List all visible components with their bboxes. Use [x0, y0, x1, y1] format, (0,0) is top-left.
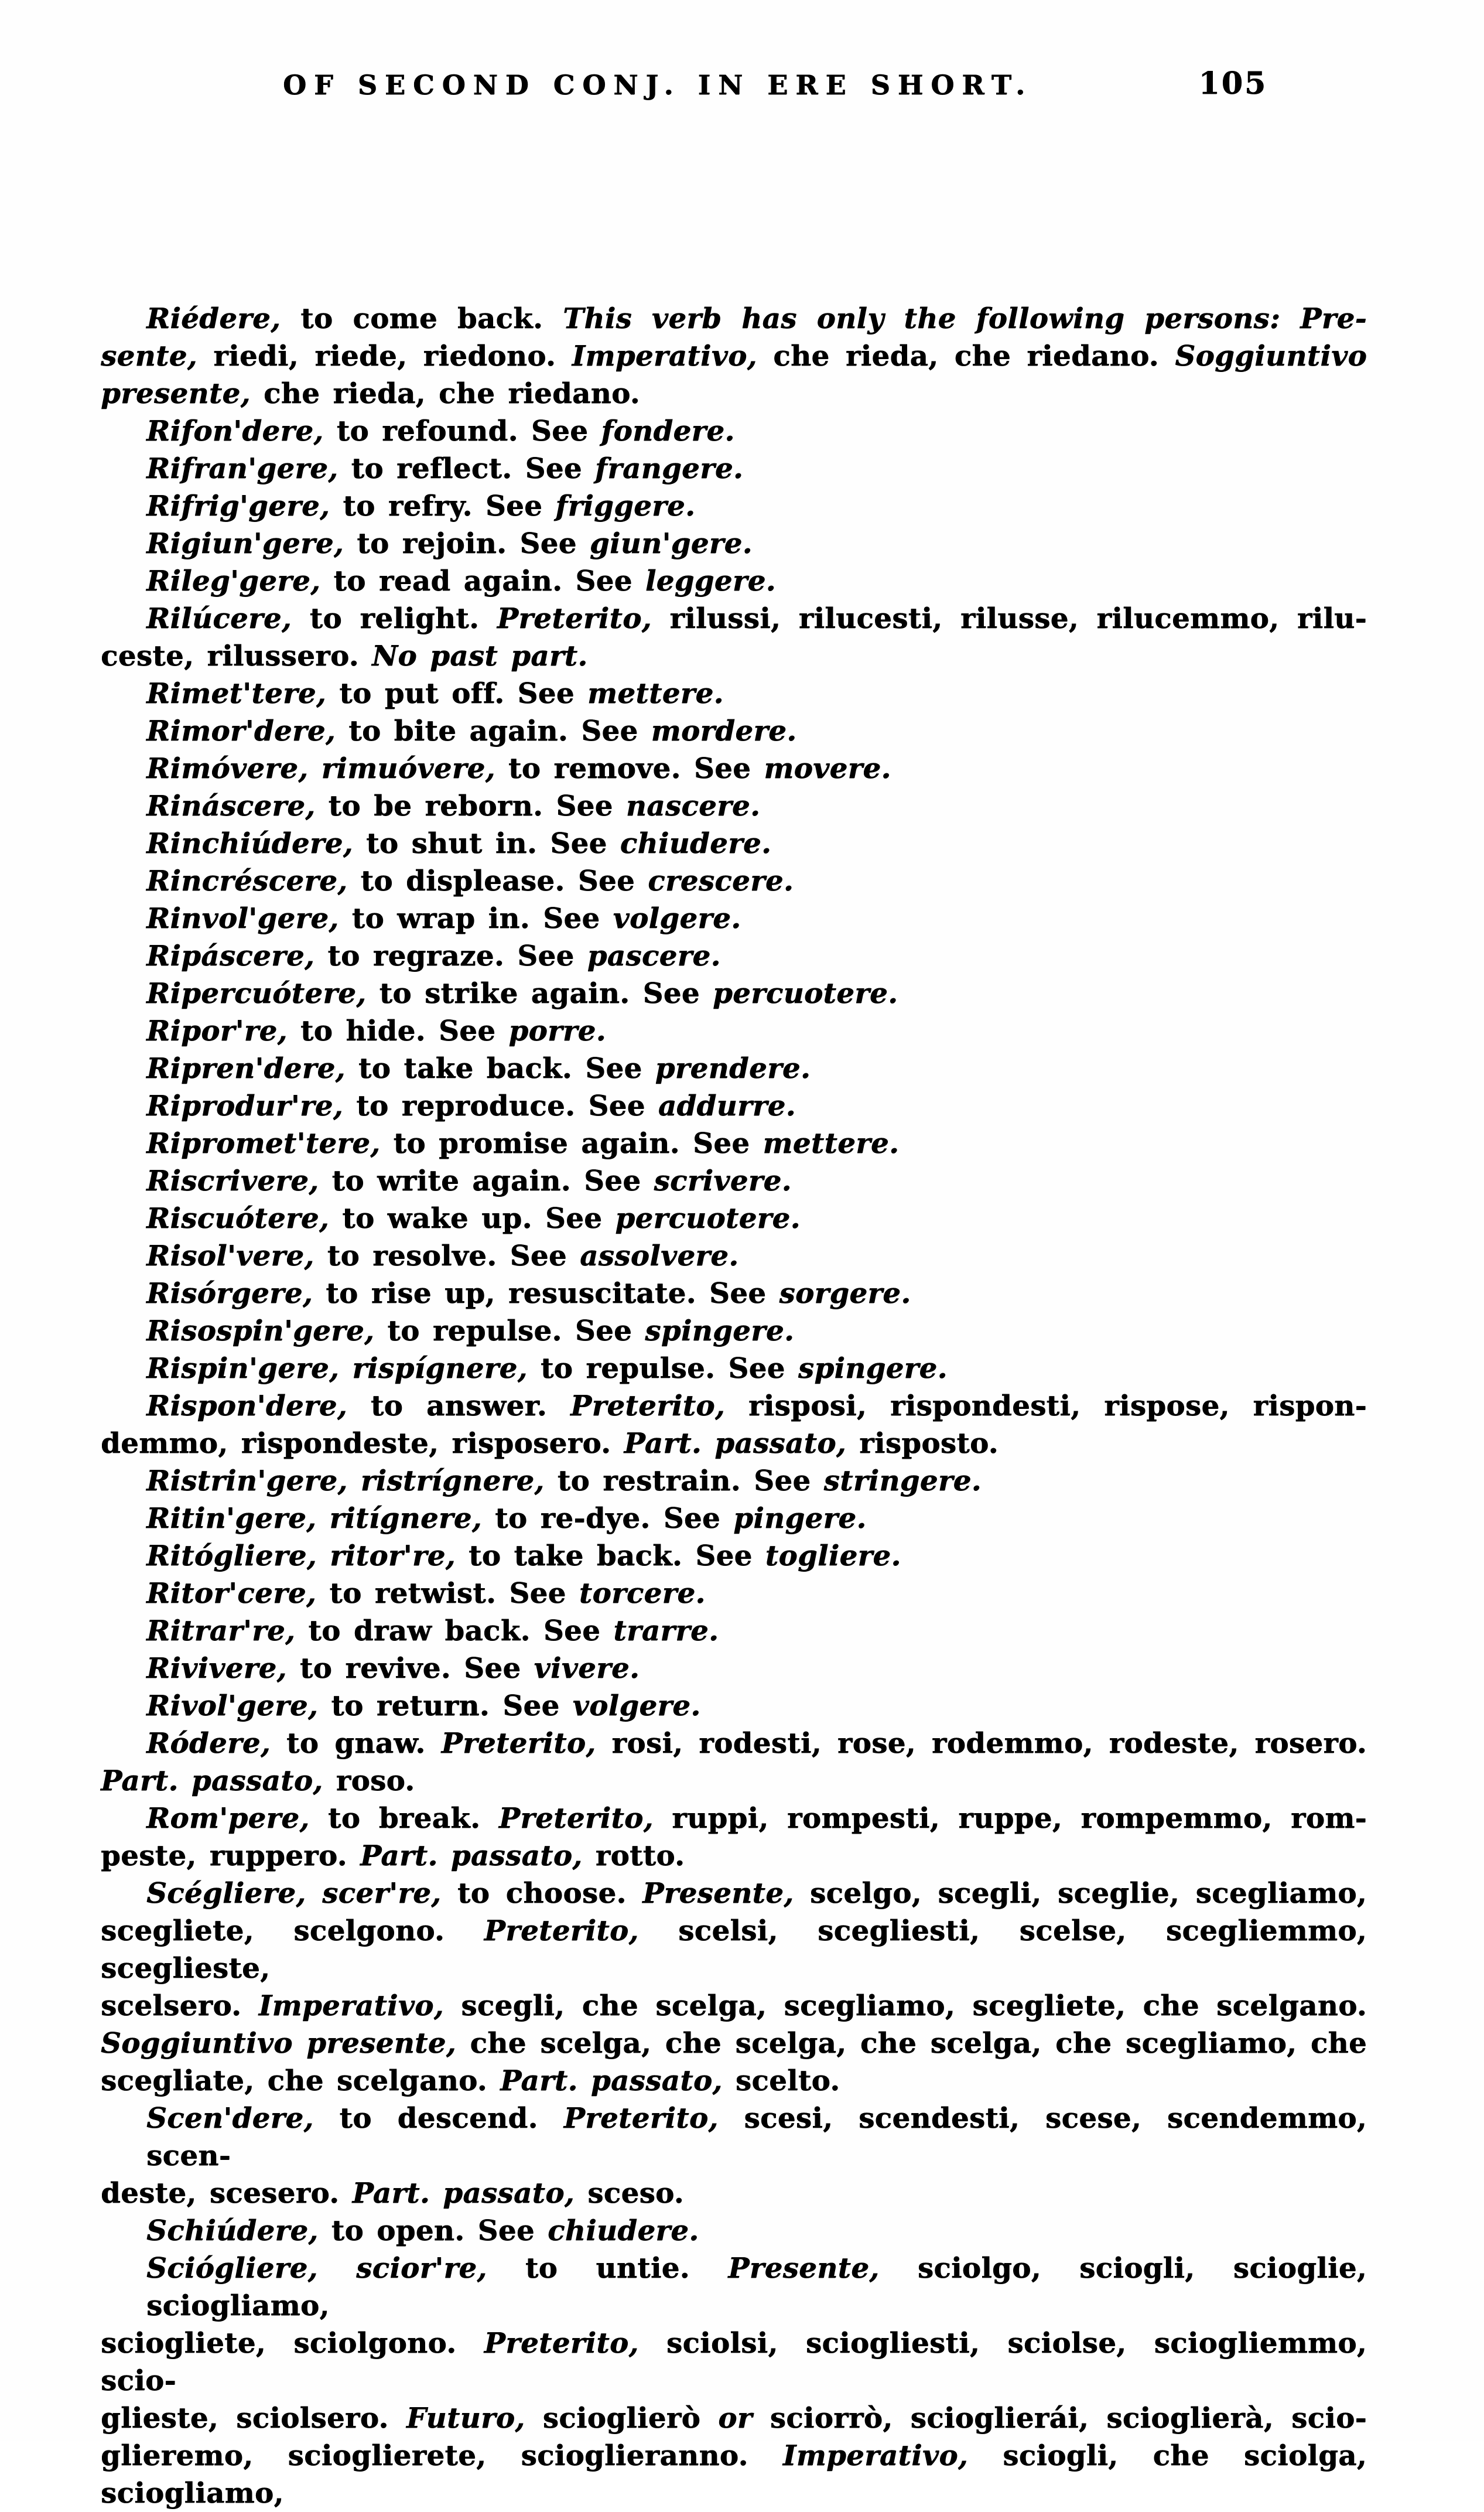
- italic-text-run: stringere.: [823, 1465, 982, 1497]
- text-line: [101, 1987, 1367, 2025]
- italic-text-run: Rom'pere,: [146, 1802, 310, 1835]
- text-run: sciorrò, scioglierái, scioglierà, scio-: [752, 2402, 1367, 2435]
- text-run: to re-dye. See: [481, 1502, 734, 1535]
- italic-text-run: Rinvol'gere,: [146, 902, 339, 935]
- text-run: sciogliete, sciolgono.: [101, 2327, 484, 2360]
- text-run: to wake up. See: [329, 1202, 616, 1235]
- text-run: ceste, rilussero.: [101, 640, 372, 673]
- italic-text-run: volgere.: [613, 902, 741, 935]
- text-run: to take back. See: [455, 1540, 765, 1572]
- italic-text-run: sente,: [101, 340, 197, 373]
- italic-text-run: Scégliere, scer're,: [146, 1877, 442, 1910]
- italic-text-run: Riscrivere,: [146, 1165, 319, 1197]
- italic-text-run: assolvere.: [580, 1240, 739, 1272]
- page-header: [101, 69, 1367, 101]
- italic-text-run: percuotere.: [615, 1202, 801, 1235]
- text-run: peste, ruppero.: [101, 1839, 360, 1872]
- text-run: scegliate, che scelgano.: [101, 2064, 501, 2097]
- text-run: scegliete, scelgono.: [101, 1914, 484, 1947]
- italic-text-run: leggere.: [645, 565, 776, 598]
- italic-text-run: fondere.: [601, 415, 735, 448]
- text-line: [101, 1537, 1367, 1575]
- italic-text-run: or: [718, 2402, 753, 2435]
- italic-text-run: torcere.: [579, 1577, 706, 1610]
- italic-text-run: Preterito,: [497, 602, 652, 635]
- italic-text-run: volgere.: [572, 1690, 701, 1722]
- text-run: to reproduce. See: [343, 1090, 658, 1122]
- text-run: to promise again. See: [380, 1127, 763, 1160]
- text-line: [101, 1050, 1367, 1087]
- text-run: to choose.: [441, 1877, 643, 1910]
- text-run: to bite again. See: [336, 715, 651, 748]
- italic-text-run: Riprodur're,: [146, 1090, 343, 1122]
- text-run: to relight.: [292, 602, 497, 635]
- italic-text-run: Part. passato,: [360, 1839, 583, 1872]
- italic-text-run: Ripercuótere,: [146, 977, 367, 1010]
- italic-text-run: spingere.: [798, 1352, 948, 1385]
- text-line: [101, 2250, 1367, 2325]
- text-run: to come back.: [281, 302, 563, 335]
- text-line: [101, 862, 1367, 900]
- text-line: [101, 2062, 1367, 2100]
- italic-text-run: Imperativo,: [572, 340, 757, 373]
- italic-text-run: Preterito,: [484, 2327, 639, 2360]
- text-run: sceso.: [575, 2177, 684, 2210]
- text-run: to displease. See: [347, 865, 648, 897]
- text-run: to repulse. See: [374, 1315, 645, 1347]
- text-run: risposi, rispondesti, rispose, rispon-: [725, 1390, 1367, 1422]
- text-run: to descend.: [313, 2102, 564, 2135]
- italic-text-run: Ripor're,: [146, 1015, 288, 1047]
- text-line: [101, 1087, 1367, 1125]
- text-run: to retwist. See: [316, 1577, 579, 1610]
- text-run: sciolsi, sciogliesti, sciolse, sciogliemmo, scio-: [101, 2327, 1367, 2397]
- italic-text-run: porre.: [508, 1015, 606, 1047]
- italic-text-run: togliere.: [765, 1540, 901, 1572]
- italic-text-run: Riédere,: [146, 302, 281, 335]
- text-run: scelsi, scegliesti, scelse, scegliemmo, sceglieste,: [101, 1914, 1367, 1985]
- text-run: glieremo, scioglierete, scioglieranno.: [101, 2439, 783, 2472]
- italic-text-run: Rifon'dere,: [146, 415, 324, 448]
- italic-text-run: Rispon'dere,: [146, 1390, 347, 1422]
- running-title: OF SECOND CONJ. IN ERE SHORT.: [282, 69, 1033, 101]
- text-run: scelgo, scegli, sceglie, scegliamo,: [794, 1877, 1367, 1910]
- page-number: 105: [1198, 66, 1267, 101]
- text-run: to repulse. See: [527, 1352, 798, 1385]
- text-run: to untie.: [487, 2252, 729, 2285]
- italic-text-run: presente,: [101, 377, 251, 410]
- text-run: deste, scesero.: [101, 2177, 353, 2210]
- italic-text-run: pingere.: [733, 1502, 867, 1535]
- text-run: to refry. See: [330, 490, 556, 523]
- text-line: [101, 1800, 1367, 1837]
- italic-text-run: Ritrar're,: [146, 1615, 296, 1647]
- text-line: [101, 1237, 1367, 1275]
- italic-text-run: Rivol'gere,: [146, 1690, 319, 1722]
- italic-text-run: Rispin'gere, rispígnere,: [146, 1352, 528, 1385]
- text-line: [101, 1687, 1367, 1725]
- text-line: [101, 750, 1367, 787]
- text-line: [101, 825, 1367, 862]
- italic-text-run: trarre.: [613, 1615, 719, 1647]
- text-line: [101, 1912, 1367, 1987]
- italic-text-run: Ripáscere,: [146, 940, 315, 972]
- text-line: [101, 1162, 1367, 1200]
- italic-text-run: chiudere.: [548, 2214, 699, 2247]
- text-run: che scelga, che scelga, che scelga, che scegliamo, che: [456, 2027, 1367, 2060]
- text-run: to wrap in. See: [338, 902, 613, 935]
- italic-text-run: Rimor'dere,: [146, 715, 336, 748]
- text-run: riedi, riede, riedono.: [197, 340, 572, 373]
- italic-text-run: Ritin'gere, ritígnere,: [146, 1502, 482, 1535]
- text-run: to reflect. See: [338, 452, 596, 485]
- italic-text-run: Preterito,: [563, 2102, 719, 2135]
- text-run: to rise up, resuscitate. See: [313, 1277, 779, 1310]
- italic-text-run: Part. passato,: [352, 2177, 575, 2210]
- text-line: [101, 450, 1367, 487]
- italic-text-run: Ritógliere, ritor're,: [146, 1540, 456, 1572]
- italic-text-run: Soggiuntivo presente,: [101, 2027, 456, 2060]
- italic-text-run: addurre.: [658, 1090, 796, 1122]
- text-run: to put off. See: [326, 677, 588, 710]
- italic-text-run: Preterito,: [484, 1914, 639, 1947]
- text-line: [101, 712, 1367, 750]
- italic-text-run: Futuro,: [406, 2402, 525, 2435]
- text-run: glieste, sciolsero.: [101, 2402, 406, 2435]
- italic-text-run: Rimóvere, rimuóvere,: [146, 752, 495, 785]
- text-run: to take back. See: [345, 1052, 655, 1085]
- italic-text-run: Risospin'gere,: [146, 1315, 375, 1347]
- italic-text-run: nascere.: [625, 790, 761, 822]
- text-run: roso.: [323, 1764, 415, 1797]
- text-line: [101, 412, 1367, 450]
- italic-text-run: Preterito,: [441, 1727, 596, 1760]
- text-run: scelto.: [722, 2064, 840, 2097]
- text-run: to revive. See: [286, 1652, 534, 1685]
- italic-text-run: sorgere.: [779, 1277, 911, 1310]
- text-run: sciogli, che sciolga, sciogliamo,: [101, 2439, 1367, 2510]
- text-run: che rieda, che riedano.: [250, 377, 640, 410]
- italic-text-run: Part. passato,: [624, 1427, 846, 1460]
- text-line: [101, 2212, 1367, 2250]
- text-line: [101, 1425, 1367, 1462]
- italic-text-run: Riscuótere,: [146, 1202, 330, 1235]
- text-line: [101, 1762, 1367, 1800]
- italic-text-run: mettere.: [587, 677, 724, 710]
- italic-text-run: Rileg'gere,: [146, 565, 321, 598]
- text-run: rilussi, rilucesti, rilusse, rilucemmo, rilu-: [651, 602, 1367, 635]
- text-run: to strike again. See: [366, 977, 713, 1010]
- text-run: to gnaw.: [271, 1727, 442, 1760]
- text-run: rotto.: [582, 1839, 685, 1872]
- italic-text-run: frangere.: [595, 452, 744, 485]
- text-line: [101, 975, 1367, 1012]
- italic-text-run: This verb has only the following persons: Pre-: [563, 302, 1367, 335]
- italic-text-run: vivere.: [534, 1652, 640, 1685]
- text-line: [101, 1612, 1367, 1650]
- text-line: [101, 375, 1367, 412]
- text-run: scesi, scendesti, scese, scendemmo, scen-: [146, 2102, 1367, 2172]
- text-line: [101, 1312, 1367, 1350]
- italic-text-run: Ristrin'gere, ristrígnere,: [146, 1465, 545, 1497]
- italic-text-run: Rilúcere,: [146, 602, 292, 635]
- italic-text-run: Rincréscere,: [146, 865, 348, 897]
- text-line: [101, 1837, 1367, 1875]
- italic-text-run: chiudere.: [620, 827, 772, 860]
- text-run: to be reborn. See: [315, 790, 626, 822]
- text-line: [101, 562, 1367, 600]
- text-run: to resolve. See: [314, 1240, 580, 1272]
- italic-text-run: Imperativo,: [258, 1989, 444, 2022]
- text-run: ruppi, rompesti, ruppe, rompemmo, rom-: [653, 1802, 1367, 1835]
- italic-text-run: percuotere.: [713, 977, 898, 1010]
- text-run: scioglierò: [525, 2402, 719, 2435]
- italic-text-run: Risórgere,: [146, 1277, 313, 1310]
- text-run: rosi, rodesti, rose, rodemmo, rodeste, rosero.: [596, 1727, 1367, 1760]
- text-line: [101, 2100, 1367, 2175]
- text-line: [101, 1387, 1367, 1425]
- text-line: [101, 487, 1367, 525]
- italic-text-run: Soggiuntivo: [1175, 340, 1367, 373]
- italic-text-run: movere.: [764, 752, 891, 785]
- text-run: to break.: [309, 1802, 499, 1835]
- italic-text-run: Scen'dere,: [146, 2102, 314, 2135]
- italic-text-run: Rivivere,: [146, 1652, 287, 1685]
- text-run: sciolgo, sciogli, scioglie, sciogliamo,: [146, 2252, 1367, 2322]
- text-run: demmo, rispondeste, risposero.: [101, 1427, 624, 1460]
- text-run: che rieda, che riedano.: [757, 340, 1175, 373]
- italic-text-run: Rimet'tere,: [146, 677, 327, 710]
- text-line: [101, 2175, 1367, 2212]
- italic-text-run: Rináscere,: [146, 790, 316, 822]
- text-run: to refound. See: [323, 415, 601, 448]
- italic-text-run: Rigiun'gere,: [146, 527, 344, 560]
- italic-text-run: prendere.: [655, 1052, 811, 1085]
- italic-text-run: spingere.: [645, 1315, 795, 1347]
- italic-text-run: Rifrig'gere,: [146, 490, 330, 523]
- text-run: to remove. See: [495, 752, 764, 785]
- text-line: [101, 900, 1367, 937]
- text-run: scelsero.: [101, 1989, 259, 2022]
- italic-text-run: Sciógliere, scior're,: [146, 2252, 487, 2285]
- text-run: to regraze. See: [314, 940, 587, 972]
- italic-text-run: No past part.: [372, 640, 588, 673]
- text-line: [101, 525, 1367, 562]
- italic-text-run: Presente,: [728, 2252, 880, 2285]
- italic-text-run: scrivere.: [654, 1165, 792, 1197]
- text-line: [101, 1462, 1367, 1500]
- italic-text-run: Ritor'cere,: [146, 1577, 317, 1610]
- text-run: to hide. See: [287, 1015, 509, 1047]
- text-run: to answer.: [347, 1390, 570, 1422]
- italic-text-run: friggere.: [555, 490, 696, 523]
- italic-text-run: mettere.: [762, 1127, 900, 1160]
- text-line: [101, 1575, 1367, 1612]
- text-line: [101, 787, 1367, 825]
- italic-text-run: Preterito,: [498, 1802, 654, 1835]
- text-line: [101, 2400, 1367, 2437]
- text-line: [101, 1650, 1367, 1687]
- italic-text-run: giun'gere.: [589, 527, 753, 560]
- text-run: to draw back. See: [295, 1615, 614, 1647]
- italic-text-run: pascere.: [587, 940, 721, 972]
- text-line: [101, 1125, 1367, 1162]
- italic-text-run: Ródere,: [146, 1727, 271, 1760]
- text-line: [101, 937, 1367, 975]
- text-line: [101, 637, 1367, 675]
- text-run: to read again. See: [320, 565, 645, 598]
- text-run: to shut in. See: [353, 827, 620, 860]
- text-line: [101, 2325, 1367, 2400]
- italic-text-run: Ripromet'tere,: [146, 1127, 381, 1160]
- italic-text-run: Part. passato,: [101, 1764, 323, 1797]
- text-line: [101, 1012, 1367, 1050]
- italic-text-run: Risol'vere,: [146, 1240, 314, 1272]
- text-line: [101, 1200, 1367, 1237]
- text-run: scegli, che scelga, scegliamo, scegliete, che scelgano.: [443, 1989, 1367, 2022]
- italic-text-run: crescere.: [648, 865, 794, 897]
- text-line: [101, 1275, 1367, 1312]
- italic-text-run: Preterito,: [570, 1390, 726, 1422]
- text-line: [101, 2437, 1367, 2512]
- italic-text-run: Ripren'dere,: [146, 1052, 346, 1085]
- text-line: [101, 337, 1367, 375]
- italic-text-run: Presente,: [642, 1877, 794, 1910]
- text-line: [101, 600, 1367, 637]
- text-line: [101, 1500, 1367, 1537]
- page-body: [101, 300, 1367, 2512]
- italic-text-run: Part. passato,: [500, 2064, 723, 2097]
- italic-text-run: Imperativo,: [782, 2439, 969, 2472]
- text-line: [101, 2025, 1367, 2062]
- text-run: to open. See: [318, 2214, 548, 2247]
- text-run: risposto.: [846, 1427, 999, 1460]
- text-line: [101, 300, 1367, 337]
- text-line: [101, 1725, 1367, 1762]
- text-run: to write again. See: [319, 1165, 654, 1197]
- text-run: to restrain. See: [544, 1465, 824, 1497]
- text-run: to return. See: [318, 1690, 573, 1722]
- italic-text-run: Rifran'gere,: [146, 452, 338, 485]
- italic-text-run: mordere.: [651, 715, 797, 748]
- italic-text-run: Schiúdere,: [146, 2214, 319, 2247]
- text-line: [101, 1350, 1367, 1387]
- text-line: [101, 675, 1367, 712]
- text-run: to rejoin. See: [344, 527, 590, 560]
- text-line: [101, 1875, 1367, 1912]
- italic-text-run: Rinchiúdere,: [146, 827, 353, 860]
